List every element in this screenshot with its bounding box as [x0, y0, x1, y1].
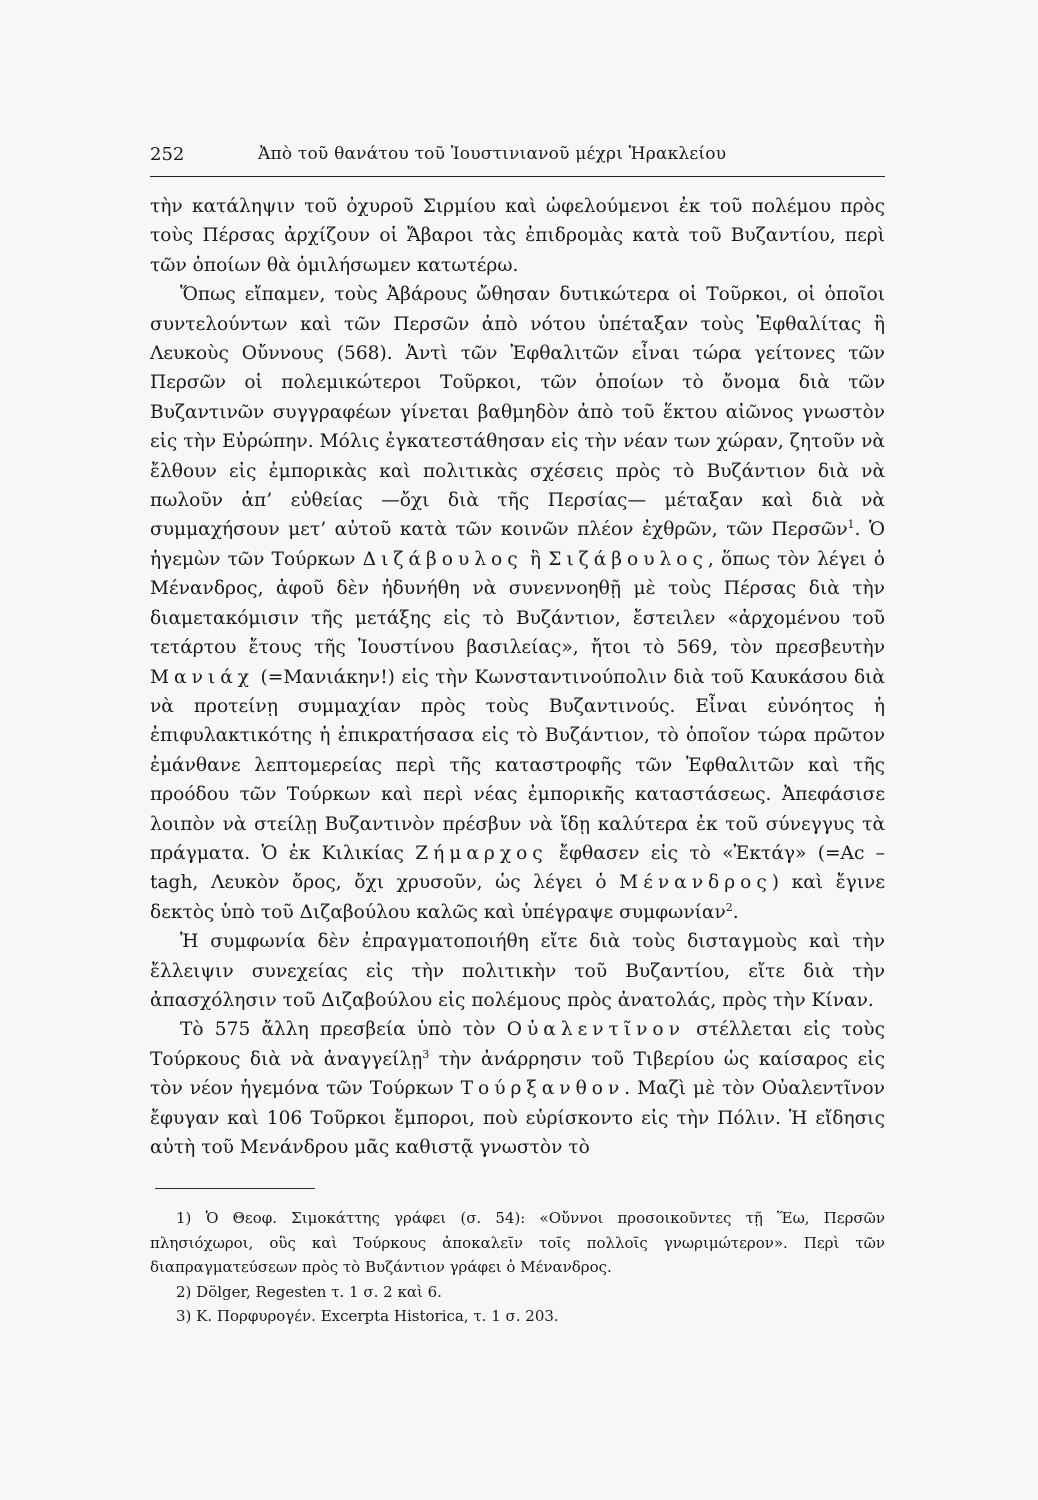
spaced-name-zemarchos: Ζήμαρχος	[415, 842, 548, 864]
paragraph-2-part-h: .	[732, 901, 739, 923]
paragraph-4-part-c: τὴν ἀνάρρησιν τοῦ Τιβερίου ὡς καίσαρος εἰς τὸν νέον ἡγεμόνα τῶν Τούρκων	[150, 1048, 885, 1100]
footnote-2: 2) Dölger, Regesten τ. 1 σ. 2 καὶ 6.	[176, 1282, 442, 1301]
spaced-name-dizaboulos: Διζάβουλος	[362, 548, 523, 570]
spaced-name-sizaboulos: Σιζάβουλος	[548, 548, 708, 570]
spaced-name-maniach: Μανιάχ	[150, 666, 255, 688]
paragraph-4-part-b: στέλλεται εἰς τοὺς Τούρκους διὰ νὰ ἀναγγείλῃ	[150, 1019, 885, 1070]
footnote-3: 3) Κ. Πορφυρογέν. Excerpta Historica, τ. 1 σ. 203.	[176, 1307, 559, 1325]
paragraph-2-part-a: Ὅπως εἴπαμεν, τοὺς Ἀβάρους ὤθησαν δυτικώτερα οἱ Τοῦρκοι, οἱ ὁποῖοι συντελούντων καὶ τῶν Περσῶν ἀπὸ νότου ὑπέταξαν τοὺς Ἐφθαλίτας ἢ Λευκοὺς Οὔννους (568). Ἀντὶ τῶν Ἐφθαλιτῶν εἶναι τώρα γείτονες τῶν Περσῶν οἱ πολεμικώτεροι Τοῦρκοι, τῶν ὁποίων τὸ ὄνομα διὰ τῶν Βυζαντινῶν συγγραφέων γίνεται βαθμηδὸν ἀπὸ τοῦ ἕκτου αἰῶνος γνωστὸν εἰς τὴν Εὐρώπην. Μόλις ἐγκατεστάθησαν εἰς τὴν νέαν των χώραν, ζητοῦν νὰ ἔλθουν εἰς ἐμπορικὰς καὶ πολιτικὰς σχέσεις πρὸς τὸ Βυζάντιον διὰ νὰ πωλοῦν ἀπ’ εὐθείας —ὄχι διὰ τῆς Περσίας— μέταξαν καὶ διὰ νὰ συμμαχήσουν μετ’ αὐτοῦ κατὰ τῶν κοινῶν πλέον ἐχθρῶν, τῶν Περσῶν	[150, 284, 885, 541]
paragraph-2-part-c: ἢ	[529, 548, 541, 570]
running-title: Ἀπὸ τοῦ θανάτου τοῦ Ἰουστινιανοῦ μέχρι Ἡρακλείου	[258, 144, 727, 164]
paragraph-4-part-d: . Μαζὶ μὲ τὸν Οὐαλεντῖνον ἔφυγαν καὶ 106 Τοῦρκοι ἔμποροι, ποὺ εὑρίσκοντο εἰς τὴν Πόλιν. Ἡ εἴδησις αὐτὴ τοῦ Μενάνδρου μᾶς καθιστᾷ γνωστὸν τὸ	[150, 1078, 885, 1158]
spaced-name-menandros: Μένανδρος	[619, 872, 772, 894]
spaced-name-oualentinon: Οὐαλεντῖνον	[506, 1019, 685, 1041]
footnote-ref-1: 1	[847, 518, 855, 532]
footnotes	[150, 1206, 885, 1329]
paragraph-2	[150, 280, 885, 927]
main-text	[150, 192, 885, 1162]
footnote-ref-3: 3	[422, 1047, 430, 1061]
paragraph-1: τὴν κατάληψιν τοῦ ὀχυροῦ Σιρμίου καὶ ὠφελούμενοι ἐκ τοῦ πολέμου πρὸς τοὺς Πέρσας ἀρχίζουν οἱ Ἄβαροι τὰς ἐπιδρομὰς κατὰ τοῦ Βυζαντίου, περὶ τῶν ὁποίων θὰ ὁμιλήσωμεν κατωτέρω.	[150, 196, 885, 276]
footnote-ref-2: 2	[725, 900, 733, 914]
paragraph-2-part-g: ) καὶ ἔγινε δεκτὸς ὑπὸ τοῦ Διζαβούλου καλῶς καὶ ὑπέγραψε συμφωνίαν	[150, 872, 885, 923]
paragraph-2-part-f: ἔφθασεν εἰς τὸ «Ἐκτάγ» (=Ac – tagh, Λευκὸν ὄρος, ὄχι χρυσοῦν, ὡς λέγει ὁ	[150, 842, 885, 894]
paragraph-2-part-e: (=Μανιάκην!) εἰς τὴν Κωνσταντινούπολιν διὰ τοῦ Καυκάσου διὰ νὰ προτείνῃ συμμαχίαν πρὸς τοὺς Βυζαντινούς. Εἶναι εὐνόητος ἡ ἐπιφυλακτικότης ἡ ἐπικρατήσασα εἰς τὸ Βυζάντιον, τὸ ὁποῖον τώρα πρῶτον ἐμάνθανε λεπτομερείας περὶ τῆς καταστροφῆς τῶν Ἐφθαλιτῶν καὶ τῆς προόδου τῶν Τούρκων καὶ περὶ νέας ἐμπορικῆς καταστάσεως. Ἀπεφάσισε λοιπὸν νὰ στείλῃ Βυζαντινὸν πρέσβυν νὰ ἴδῃ καλύτερα ἐκ τοῦ σύνεγγυς τὰ πράγματα. Ὁ ἐκ Κιλικίας	[150, 666, 885, 864]
paragraph-3: Ἡ συμφωνία δὲν ἐπραγματοποιήθη εἴτε διὰ τοὺς δισταγμοὺς καὶ τὴν ἔλλειψιν συνεχείας εἰς τὴν πολιτικὴν τοῦ Βυζαντίου, εἴτε διὰ τὴν ἀπασχόλησιν τοῦ Διζαβούλου εἰς πολέμους πρὸς ἀνατολάς, πρὸς τὴν Κίναν.	[150, 931, 885, 1011]
spaced-name-tourxanthon: Τούρξανθον	[460, 1078, 625, 1100]
page-number: 252	[150, 144, 185, 165]
paragraph-2-part-d: , ὅπως τὸν λέγει ὁ Μένανδρος, ἀφοῦ δὲν ἠδυνήθη νὰ συνεννοηθῇ μὲ τοὺς Πέρσας διὰ τὴν διαμετακόμισιν τῆς μετάξης εἰς τὸ Βυζάντιον, ἔστειλεν «ἀρχομένου τοῦ τετάρτου ἔτους τῆς Ἰουστίνου βασιλείας», ἤτοι τὸ 569, τὸν πρεσβευτὴν	[150, 548, 885, 659]
footnote-1: 1) Ὁ Θεοφ. Σιμοκάττης γράφει (σ. 54): «Οὔννοι προσοικοῦντες τῇ Ἕω, Περσῶν πλησιόχωροι, οὓς καὶ Τούρκους ἀποκαλεῖν τοῖς πολλοῖς γνωριμώτερον». Περὶ τῶν διαπραγματεύσεων πρὸς τὸ Βυζάντιον γράφει ὁ Μένανδρος.	[150, 1209, 885, 1276]
footnote-divider	[155, 1188, 315, 1189]
paragraph-4-part-a: Τὸ 575 ἄλλη πρεσβεία ὑπὸ τὸν	[180, 1019, 496, 1041]
paragraph-2-part-b: . Ὁ ἡγεμὼν τῶν Τούρκων	[150, 519, 885, 570]
page-header	[150, 140, 885, 177]
paragraph-4	[150, 1015, 885, 1162]
